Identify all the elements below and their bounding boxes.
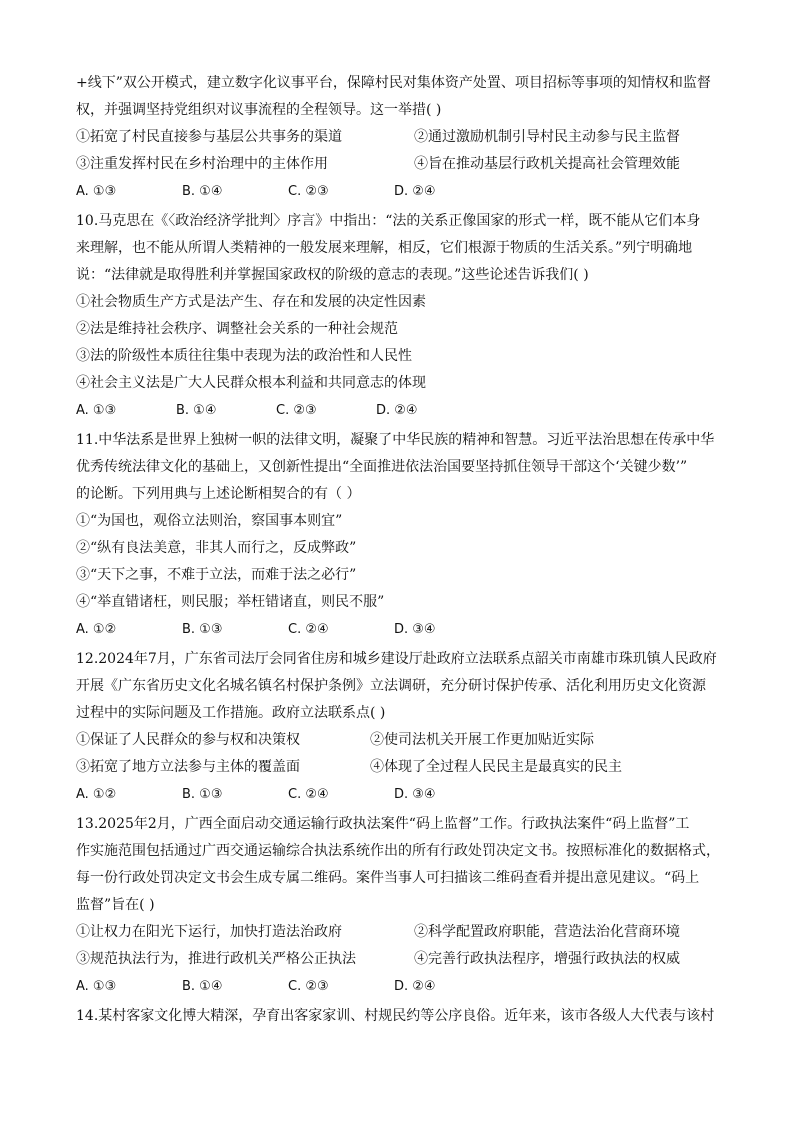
option-4: ④“举直错诸枉，则民服；举枉错诸直，则民不服” [76,594,385,610]
answer-a: A. ①③ [76,403,117,418]
option-row [76,946,726,973]
option-4: ④社会主义法是广大人民群众根本利益和共同意志的体现 [76,375,426,391]
answer-b: B. ①③ [182,787,223,802]
answer-choices [76,973,726,1000]
question-13 [76,811,726,1000]
option-1: ①拓宽了村民直接参与基层公共事务的渠道 [76,129,342,145]
question-stem-line: 的论断。下列用典与上述论断相契合的有（ ） [76,486,361,502]
question-stem-line: 优秀传统法律文化的基础上，又创新性提出“全面推进依法治国要坚持抓住领导干部这个‘关键少数’” [76,459,688,475]
option-row [76,124,726,151]
answer-d: D. ②④ [394,184,436,199]
option-2: ②科学配置政府职能，营造法治化营商环境 [414,924,680,940]
question-stem-line: 10.马克思在《〈政治经济学批判〉序言》中指出：“法的关系正像国家的形式一样，既不能从它们本身 [76,213,701,229]
answer-b: B. ①④ [182,184,223,199]
answer-d: D. ③④ [394,787,436,802]
option-row [76,151,726,178]
question-stem-line: 13.2025年2月，广西全面启动交通运输行政执法案件“码上监督”工作。行政执法案件“码上监督”工 [76,816,690,832]
option-2: ②使司法机关开展工作更加贴近实际 [370,732,594,748]
question-stem-line: 监督”旨在( ) [76,897,155,913]
question-10 [76,208,726,424]
option-row [76,754,726,781]
option-3: ③注重发挥村民在乡村治理中的主体作用 [76,156,328,172]
question-stem-line: +线下”双公开模式，建立数字化议事平台，保障村民对集体资产处置、项目招标等事项的知情权和监督 [76,75,711,91]
answer-choices [76,616,726,643]
answer-a: A. ①③ [76,979,117,994]
answer-c: C. ②③ [288,979,329,994]
option-4: ④完善行政执法程序，增强行政执法的权威 [414,951,680,967]
option-1: ①让权力在阳光下运行，加快打造法治政府 [76,924,342,940]
question-stem-line: 14.某村客家文化博大精深，孕育出客家家训、村规民约等公序良俗。近年来，该市各级人大代表与该村 [76,1008,715,1024]
answer-d: D. ②④ [376,403,418,418]
option-1: ①“为国也，观俗立法则治，察国事本则宜” [76,513,343,529]
answer-b: B. ①④ [176,403,217,418]
option-2: ②法是维持社会秩序、调整社会关系的一种社会规范 [76,321,398,337]
question-stem-line: 11.中华法系是世界上独树一帜的法律文明，凝聚了中华民族的精神和智慧。习近平法治思想在传承中华 [76,432,715,448]
answer-d: D. ②④ [394,979,436,994]
answer-b: B. ①③ [182,622,223,637]
question-11 [76,427,726,643]
question-stem-line: 来理解，也不能从所谓人类精神的一般发展来理解，相反，它们根源于物质的生活关系。”列宁明确地 [76,240,693,256]
question-stem-line: 开展《广东省历史文化名城名镇名村保护条例》立法调研，充分研讨保护传承、活化利用历史文化资源 [76,678,706,694]
answer-d: D. ③④ [394,622,436,637]
question-stem-line: 说：“法律就是取得胜利并掌握国家政权的阶级的意志的表现。”这些论述告诉我们( ) [76,267,589,283]
option-3: ③法的阶级性本质往往集中表现为法的政治性和人民性 [76,348,412,364]
answer-b: B. ①④ [182,979,223,994]
answer-choices [76,781,726,808]
option-1: ①社会物质生产方式是法产生、存在和发展的决定性因素 [76,294,426,310]
answer-c: C. ②④ [288,787,329,802]
question-stem-line: 过程中的实际问题及工作措施。政府立法联系点( ) [76,705,386,721]
answer-choices [76,178,726,205]
question-14 [76,1003,726,1030]
option-2: ②通过激励机制引导村民主动参与民主监督 [414,129,680,145]
option-4: ④旨在推动基层行政机关提高社会管理效能 [414,156,680,172]
answer-c: C. ②③ [288,184,329,199]
answer-choices [76,397,726,424]
question-9 [76,70,726,205]
answer-a: A. ①③ [76,184,117,199]
question-stem-line: 每一份行政处罚决定文书会生成专属二维码。案件当事人可扫描该二维码查看并提出意见建议。“码上 [76,870,700,886]
answer-c: C. ②③ [276,403,317,418]
option-1: ①保证了人民群众的参与权和决策权 [76,732,300,748]
option-2: ②“纵有良法美意，非其人而行之，反成弊政” [76,540,357,556]
question-12 [76,646,726,808]
question-stem-line: 作实施范围包括通过广西交通运输综合执法系统作出的所有行政处罚决定文书。按照标准化的数据格式， [76,843,720,859]
answer-a: A. ①② [76,622,117,637]
option-row [76,727,726,754]
option-4: ④体现了全过程人民民主是最真实的民主 [370,759,622,775]
answer-a: A. ①② [76,787,117,802]
answer-c: C. ②④ [288,622,329,637]
question-list [76,70,726,1030]
option-3: ③拓宽了地方立法参与主体的覆盖面 [76,759,300,775]
option-3: ③“天下之事，不难于立法，而难于法之必行” [76,567,357,583]
question-stem-line: 12.2024年7月，广东省司法厅会同省住房和城乡建设厅赴政府立法联系点韶关市南雄市珠玑镇人民政府 [76,651,717,667]
question-stem-line: 权，并强调坚持党组织对议事流程的全程领导。这一举措( ) [76,102,442,118]
option-row [76,919,726,946]
option-3: ③规范执法行为，推进行政机关严格公正执法 [76,951,356,967]
